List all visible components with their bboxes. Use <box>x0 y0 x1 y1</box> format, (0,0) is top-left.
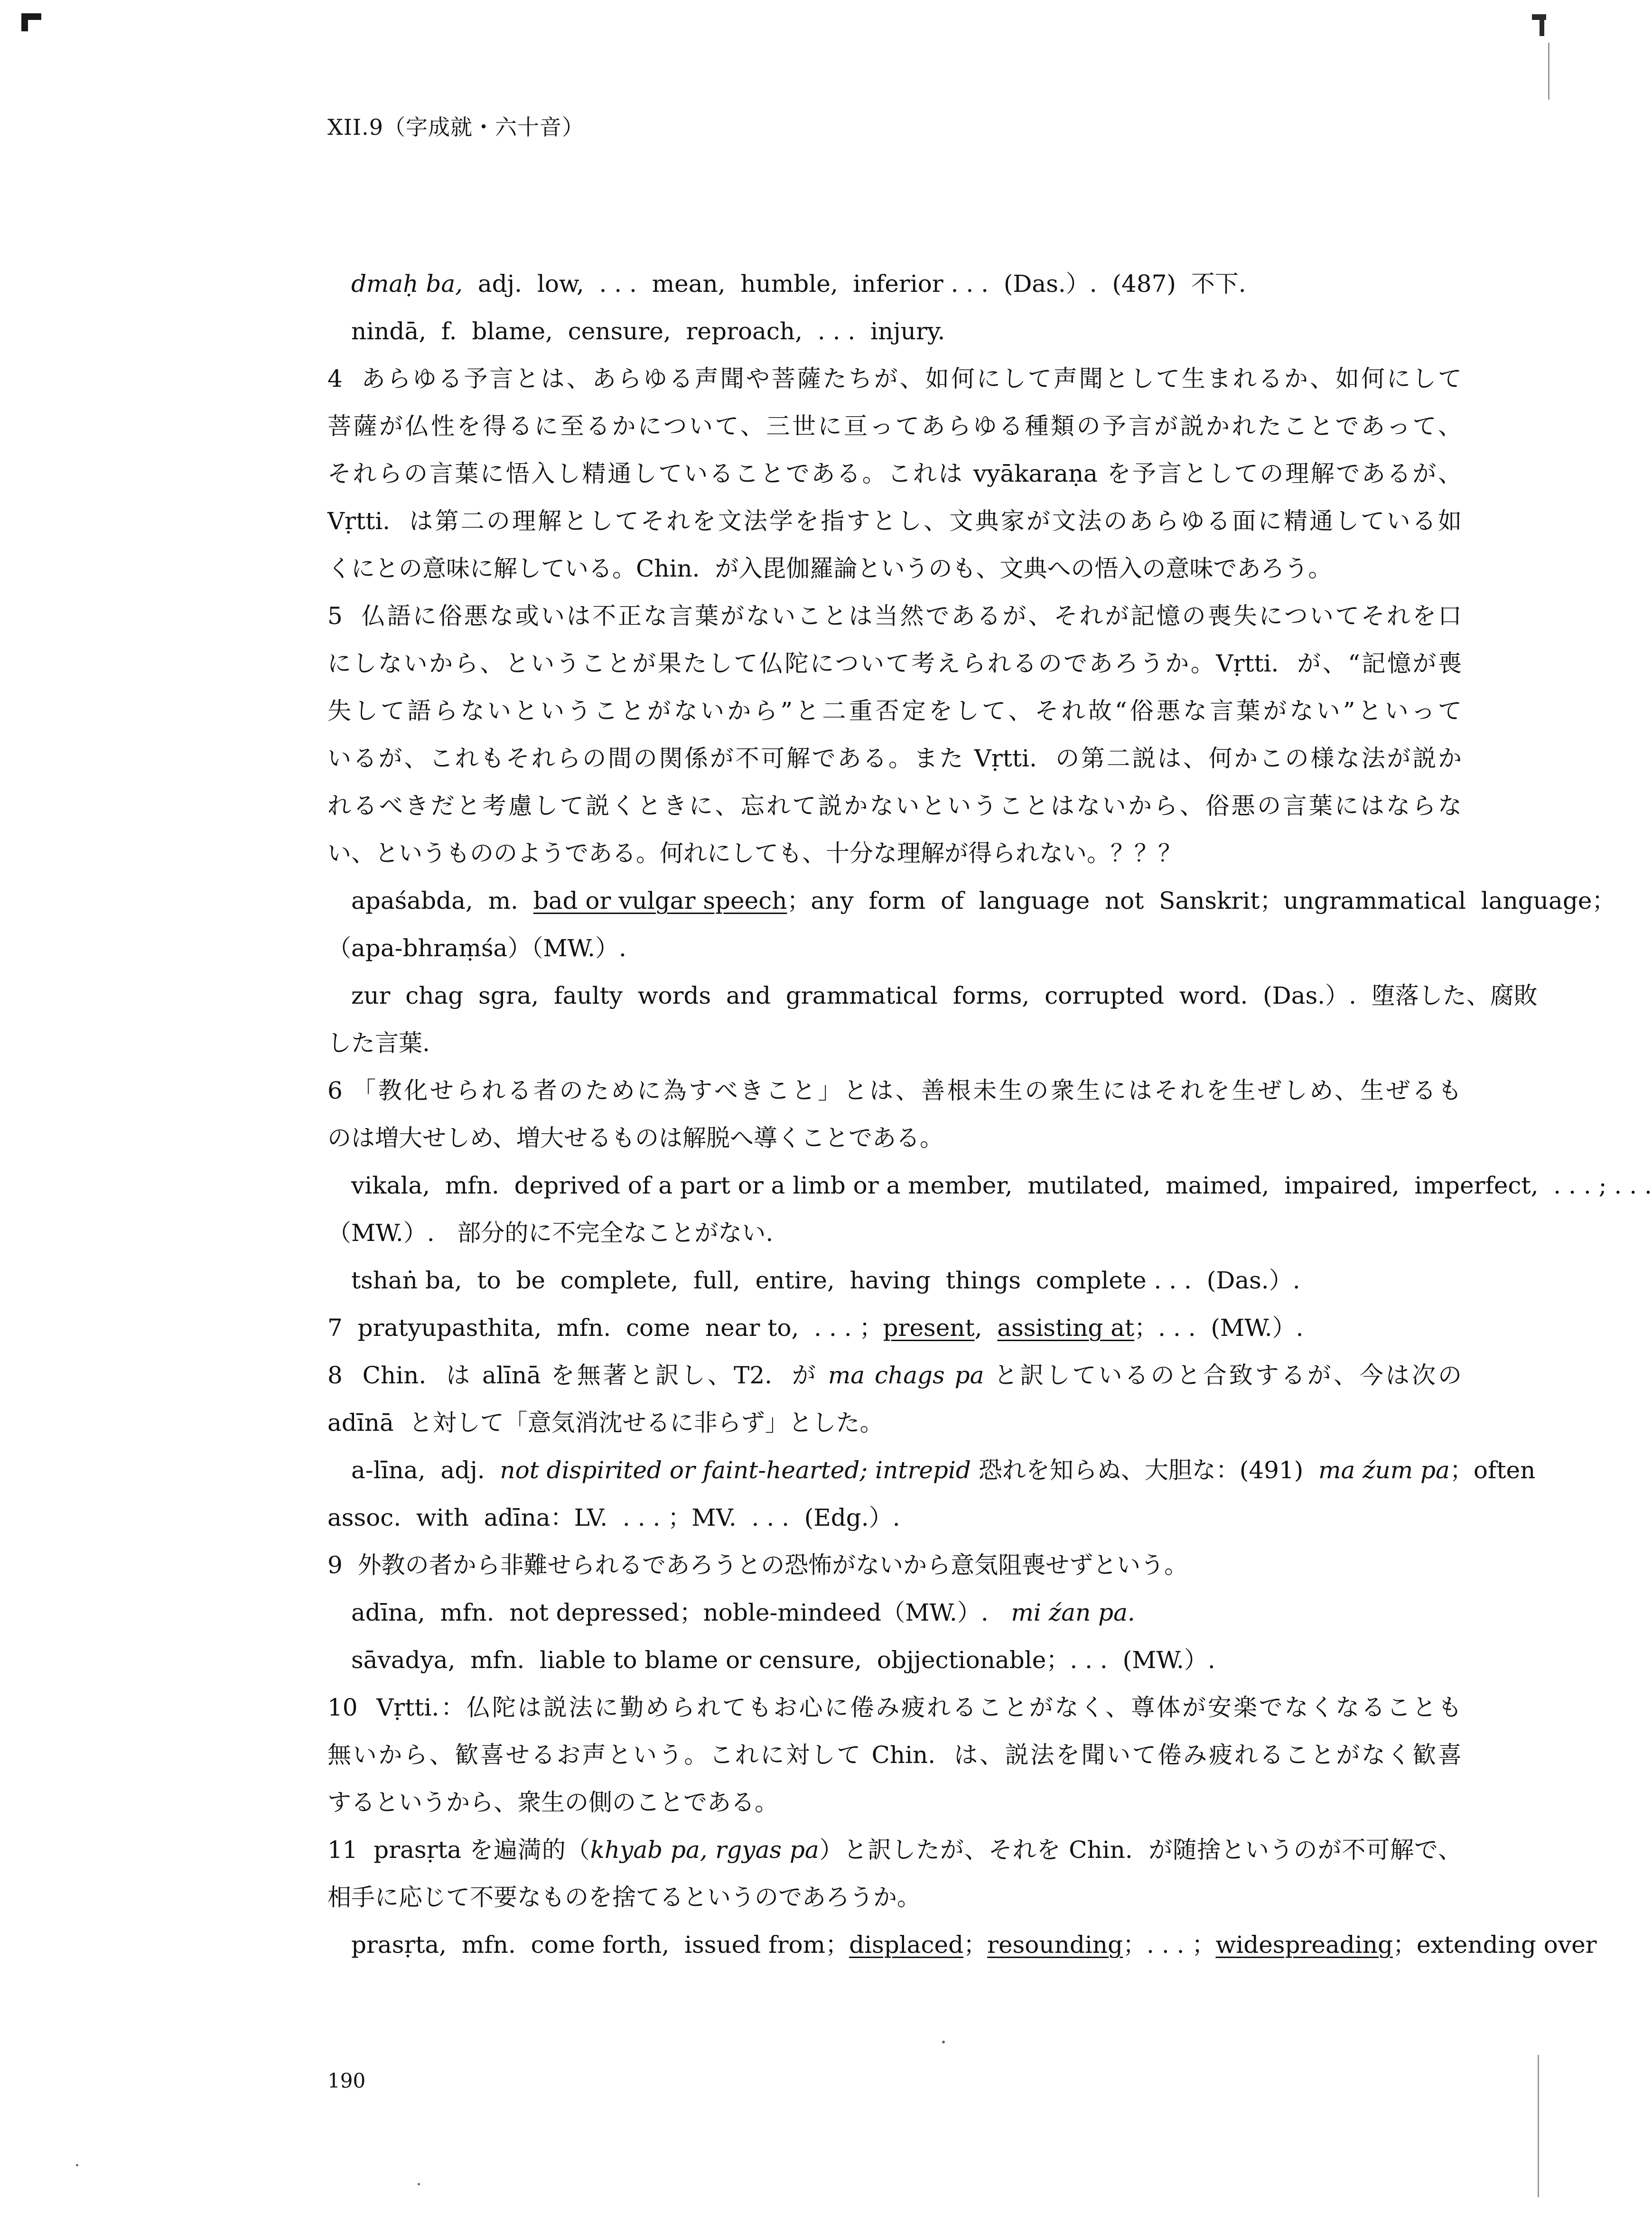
underlined-term: present <box>883 1314 975 1342</box>
underlined-term: resounding <box>987 1931 1123 1959</box>
text-line <box>327 260 1462 308</box>
text-segment: adīna, mfn. not depressed；noble-mindeed（MW.）. <box>351 1599 1011 1626</box>
text-line <box>327 1541 1462 1589</box>
text-line <box>327 972 1538 1019</box>
text-segment: 恐れを知らぬ、大胆な：(491) <box>971 1456 1319 1484</box>
text-segment: prasṛta, mfn. come forth, issued from； <box>351 1931 849 1959</box>
text-segment: nindā, f. blame, censure, reproach, . . . injury. <box>351 317 945 345</box>
text-line <box>327 1494 1462 1541</box>
page-number: 190 <box>327 2069 366 2092</box>
text-segment: いるが、これもそれらの間の関係が不可解である。また Vṛtti. の第二説は、何かこの様な法が説か <box>327 745 1462 772</box>
text-segment: にしないから、ということが果たして仏陀について考えられるのであろうか。Vṛtti. が、“記憶が喪 <box>327 650 1462 677</box>
text-line <box>327 877 1616 924</box>
text-segment: adj. low, . . . mean, humble, inferior . . . (Das.）. (487) 不下. <box>463 270 1246 298</box>
italic-term: ma źum pa <box>1318 1456 1450 1484</box>
italic-term: not dispirited or faint-hearted; intrepid <box>500 1456 971 1484</box>
text-line <box>327 1779 1462 1826</box>
text-segment: , <box>974 1314 998 1342</box>
text-line <box>327 1067 1462 1114</box>
scan-corner-mark <box>1540 14 1544 36</box>
text-segment: 失して語らないということがないから”と二重否定をして、それ故“俗悪な言葉がない”といって <box>327 697 1462 725</box>
text-line <box>327 308 1462 355</box>
text-segment: い、というもののようである。何れにしても、十分な理解が得られない。？？？ <box>327 839 1182 867</box>
text-segment: 相手に応じて不要なものを捨てるというのであろうか。 <box>327 1884 921 1911</box>
text-line <box>327 355 1462 402</box>
text-segment: と訳しているのと合致するが、今は次の <box>984 1362 1462 1389</box>
scan-speck <box>76 2164 78 2166</box>
italic-term: mi źan pa. <box>1011 1599 1135 1626</box>
text-line <box>327 592 1462 640</box>
scan-speck <box>942 2041 945 2043</box>
text-segment: ；. . . ； <box>1123 1931 1216 1959</box>
text-segment: ；extending over <box>1392 1931 1597 1959</box>
underlined-term: assisting at <box>997 1314 1135 1342</box>
text-line <box>327 687 1462 735</box>
text-segment: 無いから、歓喜せるお声という。これに対して Chin. は、説法を聞いて倦み疲れることがなく歓喜 <box>327 1741 1462 1769</box>
text-segment: （MW.）. 部分的に不完全なことがない. <box>327 1219 774 1247</box>
text-line <box>327 1684 1462 1731</box>
scan-edge-scratch <box>1548 43 1549 100</box>
text-segment: ； <box>963 1931 988 1959</box>
text-segment: zur chag sgra, faulty words and grammatical forms, corrupted word. (Das.）. 堕落した、腐敗 <box>351 982 1538 1009</box>
running-header: XII.9（字成就・六十音） <box>327 114 584 140</box>
page-body <box>327 260 1652 1968</box>
text-line <box>327 830 1462 877</box>
underlined-term: widespreading <box>1215 1931 1393 1959</box>
text-line <box>327 1874 1462 1921</box>
text-segment: ；often <box>1449 1456 1536 1484</box>
text-segment: 8 Chin. は alīnā を無著と訳し、T2. が <box>327 1362 828 1389</box>
text-line <box>327 782 1462 830</box>
text-segment: ；. . . (MW.）. <box>1134 1314 1304 1342</box>
text-line <box>327 1352 1462 1399</box>
text-line <box>327 924 1462 972</box>
text-segment: 菩薩が仏性を得るに至るかについて、三世に亘ってあらゆる種類の予言が説かれたことであって、 <box>327 412 1462 440</box>
text-segment: 4 あらゆる予言とは、あらゆる声聞や菩薩たちが、如何にして声聞として生まれるか、如何にして <box>327 365 1462 392</box>
text-segment: assoc. with adīna：LV. . . . ；MV. . . . (Edg.）. <box>327 1504 900 1531</box>
text-segment: れるべきだと考慮して説くときに、忘れて説かないということはないから、俗悪の言葉にはならな <box>327 792 1462 820</box>
text-line <box>327 1826 1462 1874</box>
text-segment: tshaṅ ba, to be complete, full, entire, having things complete . . . (Das.）. <box>351 1267 1300 1294</box>
text-segment: ）と訳したが、それを Chin. が随捨というのが不可解で、 <box>819 1836 1462 1864</box>
text-segment: apaśabda, m. <box>351 887 533 914</box>
text-segment: するというから、衆生の側のことである。 <box>327 1789 778 1816</box>
text-segment: 7 pratyupasthita, mfn. come near to, . . . ； <box>327 1314 883 1342</box>
text-segment: 10 Vṛtti.：仏陀は説法に勤められてもお心に倦み疲れることがなく、尊体が安楽でなくなることも <box>327 1694 1462 1721</box>
text-segment: vikala, mfn. deprived of a part or a limb or a member, mutilated, maimed, impaired, imperfect, . . . ; . . . <box>351 1172 1652 1199</box>
text-line <box>327 1731 1462 1779</box>
text-segment: 11 prasṛta を遍満的（ <box>327 1836 590 1864</box>
text-segment: のは増大せしめ、増大せるものは解脱へ導くことである。 <box>327 1124 943 1152</box>
text-line <box>327 1399 1462 1446</box>
text-line <box>327 1636 1462 1684</box>
text-line <box>327 1209 1462 1257</box>
text-line <box>327 1114 1462 1162</box>
text-segment: ；any form of language not Sanskrit；ungrammatical language； <box>787 887 1616 914</box>
scan-edge-scratch <box>1538 2055 1539 2197</box>
italic-term: khyab pa, rgyas pa <box>590 1836 819 1864</box>
text-segment: 5 仏語に俗悪な或いは不正な言葉がないことは当然であるが、それが記憶の喪失についてそれを口 <box>327 602 1462 630</box>
text-line <box>327 1162 1652 1209</box>
text-line <box>327 497 1462 545</box>
text-segment: adīnā と対して「意気消沈せるに非らず」とした。 <box>327 1409 884 1436</box>
italic-term: ma chags pa <box>828 1362 984 1389</box>
text-line <box>327 402 1462 450</box>
text-segment: 9 外教の者から非難せられるであろうとの恐怖がないから意気阻喪せずという。 <box>327 1551 1188 1579</box>
text-segment: （apa-bhraṃśa）（MW.）. <box>327 934 626 962</box>
text-line <box>327 1589 1462 1636</box>
underlined-term: displaced <box>849 1931 964 1959</box>
text-segment: くにとの意味に解している。Chin. が入毘伽羅論というのも、文典への悟入の意味であろう。 <box>327 555 1332 582</box>
text-segment: した言葉. <box>327 1029 430 1057</box>
text-line <box>327 545 1462 592</box>
text-line <box>327 1446 1536 1494</box>
text-line <box>327 1257 1462 1304</box>
text-line <box>327 640 1462 687</box>
text-segment: それらの言葉に悟入し精通していることである。これは vyākaraṇa を予言としての理解であるが、 <box>327 460 1462 487</box>
text-line <box>327 1019 1462 1067</box>
underlined-term: bad or vulgar speech <box>533 887 787 914</box>
italic-term: dmaḥ ba, <box>351 270 463 298</box>
text-segment: a-līna, adj. <box>351 1456 500 1484</box>
text-line <box>327 1304 1462 1352</box>
text-line <box>327 1921 1597 1968</box>
scan-corner-mark <box>21 13 28 31</box>
text-line <box>327 450 1462 497</box>
scan-speck <box>418 2183 420 2185</box>
text-segment: Vṛtti. は第二の理解としてそれを文法学を指すとし、文典家が文法のあらゆる面に精通している如 <box>327 507 1462 535</box>
text-line <box>327 735 1462 782</box>
text-segment: 6 「教化せられる者のために為すべきこと」とは、善根未生の衆生にはそれを生ぜしめ、生ぜるも <box>327 1077 1462 1104</box>
text-segment: sāvadya, mfn. liable to blame or censure, objjectionable；. . . (MW.）. <box>351 1646 1215 1674</box>
